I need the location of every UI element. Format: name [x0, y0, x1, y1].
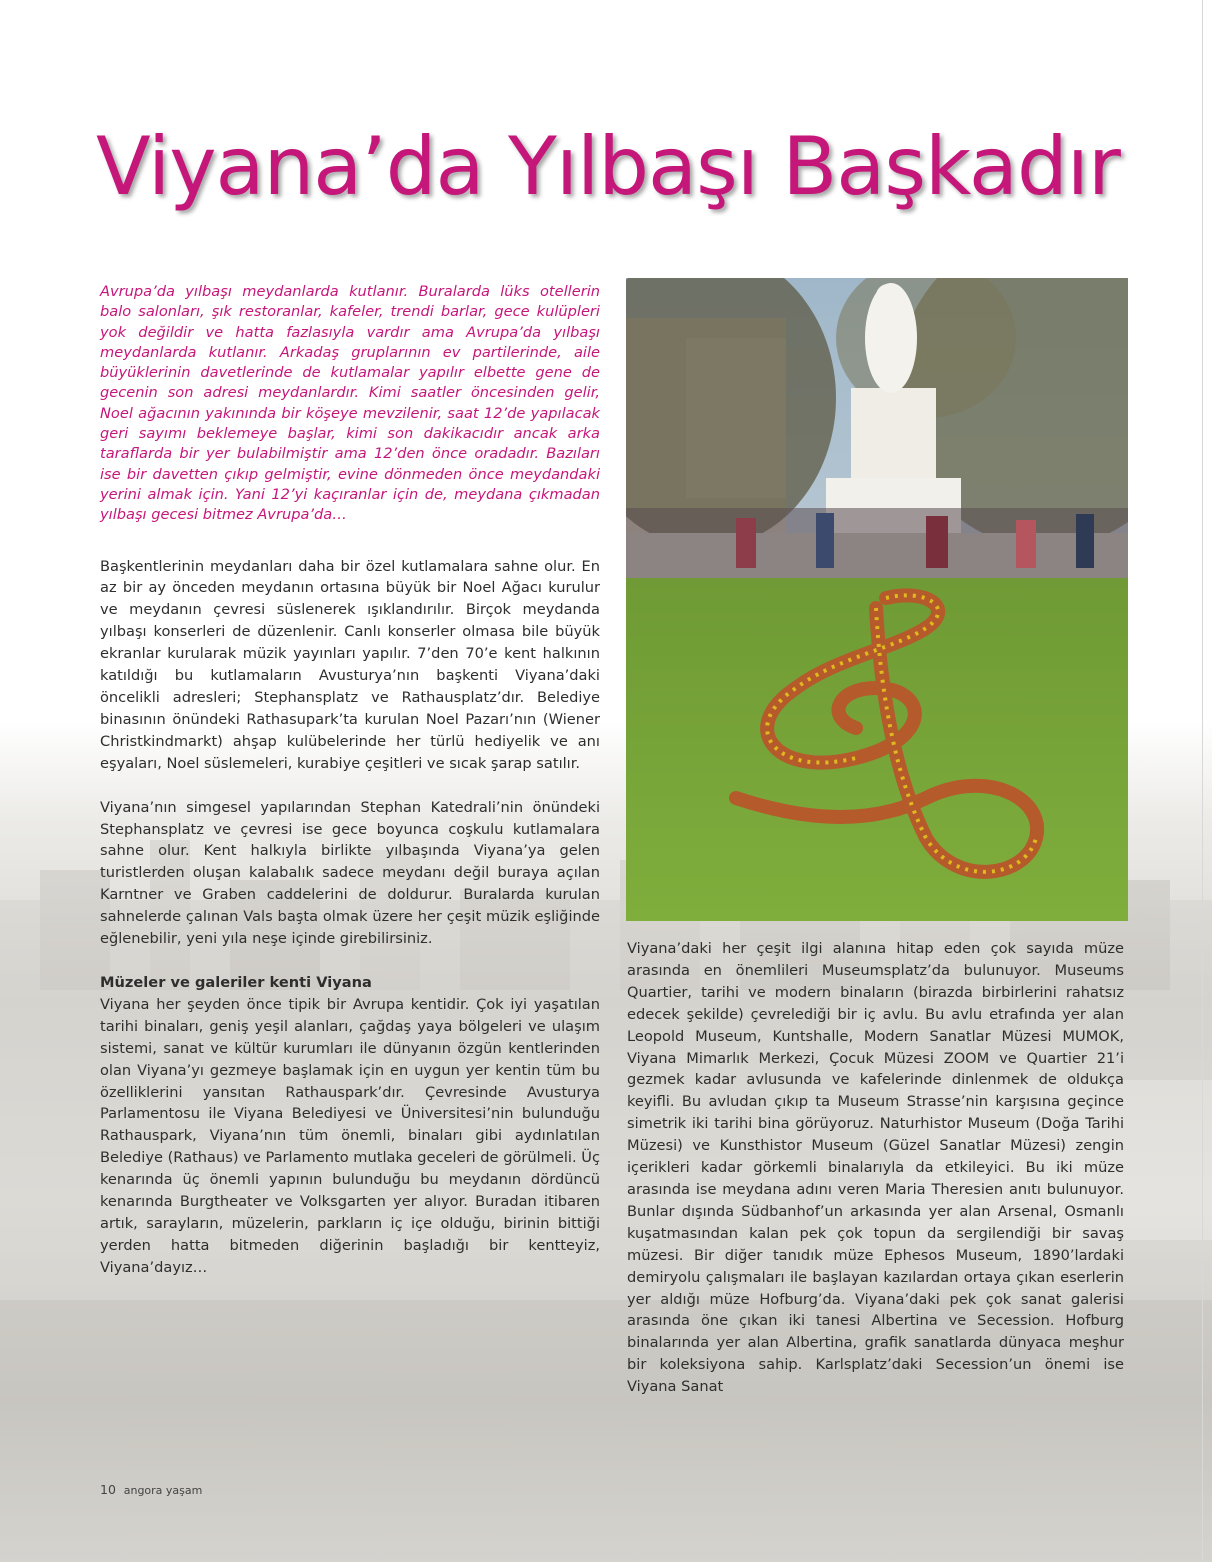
mozart-statue-photo: [626, 278, 1128, 921]
magazine-name: angora yaşam: [123, 1484, 203, 1497]
page-footer: [100, 1482, 202, 1497]
left-column: [100, 282, 600, 1279]
page-number: 10: [100, 1482, 116, 1497]
article-title: Viyana’da Yılbaşı Başkadır: [96, 120, 1120, 213]
paragraph-capitals: Başkentlerinin meydanları daha bir özel kutlamalara sahne olur. En az bir ay önceden meydanın ortasına büyük bir Noel Ağacı kurulur ve meydanın çevresi süslenerek ışıklandırılır. Birçok meydanda yılbaşı konserleri de düzenlenir. Canlı konserler olmasa bile büyük ekranlar kurularak müzik yayınları yapılır. 7’den 70’e kent halkının katıldığı bu kutlamaların Avusturya’nın başkenti Viyana’daki öncelikli adresleri; Stephansplatz ve Rathausplatz’dır. Belediye binasının önündeki Rathasupark’ta kurulan Noel Pazarı’nın (Wiener Christkindmarkt) ahşap kulübelerinde her türlü hediyelik ve anı eşyaları, Noel süslemeleri, kurabiye çeşitleri ve sıcak şarap satılır.: [100, 557, 600, 772]
page-spine: [1202, 0, 1203, 1562]
paragraph-city: Viyana her şeyden önce tipik bir Avrupa kentidir. Çok iyi yaşatılan tarihi binaları, geniş yeşil alanları, çağdaş yaya bölgeleri ve ulaşım sistemi, sanat ve kültür kurumları ile dünyanın özgün kentlerinden olan Viyana’yı gezmeye başlamak için en uygun yer kentin tüm bu özelliklerini yansıtan Rathauspark’dır. Çevresinde Avusturya Parlamentosu ile Viyana Belediyesi ve Üniversitesi’nin bulunduğu Rathauspark, Viyana’nın tüm önemli, binaları gibi aydınlatılan Belediye (Rathaus) ve Parlamento mutlaka geceleri de görülmeli. Üç kenarında üç önemli yapının bulunduğu bu meydanın dördüncü kenarında Burgtheater ve Volksgarten yer alıyor. Buradan itibaren artık, sarayların, müzelerin, parkların iç içe olduğu, birinin bittiği yerden hatta bitmeden diğerinin başladığı bir kentteyiz, Viyana’dayız…: [100, 995, 600, 1276]
section-heading: Müzeler ve galeriler kenti Viyana: [100, 973, 372, 991]
paragraph-museums: Viyana’daki her çeşit ilgi alanına hitap eden çok sayıda müze arasında en önemlileri Museumsplatz’da bulunuyor. Museums Quartier, tarihi ve modern binaların (birazda birbirlerini rahatsız edecek şekilde) çevrelediği bir iç avlu. Bu avlu etrafında yer alan Leopold Museum, Kuntshalle, Modern Sanatlar Müzesi MUMOK, Viyana Mimarlık Merkezi, Çocuk Müzesi ZOOM ve Quartier 21’i gezmek kadar avlusunda ve kafelerinde dinlenmek de oldukça keyifli. Bu avludan çıkıp ta Museum Strasse’nin karşısına geçince simetrik iki tarihi bina görüyoruz. Naturhistor Museum (Doğa Tarihi Müzesi) ve Kunsthistor Museum (Güzel Sanatlar Müzesi) zengin içerikleri kadar görkemli binalarıyla da etkileyici. Bu iki müze arasında ise meydana adını veren Maria Theresien anıtı bulunuyor. Bunlar dışında Südbanhof’un arkasında yer alan Arsenal, Osmanlı kuşatmasından kalan pek çok topun da sergilendiği bir savaş müzesi. Bir diğer tanıdık müze Ephesos Museum, 1890’lardaki demiryolu çalışmaları ile başlayan kazılardan ortaya çıkan eserlerin yer aldığı müze Hofburg’da. Viyana’daki pek çok sanat galerisi arasında öne çıkan iki tanesi Albertina ve Secession. Hofburg binalarında yer alan Albertina, grafik sanatlarda dünyaca meşhur bir koleksiyona sahip. Karlsplatz’daki Secession’un önemi ise Viyana Sanat: [627, 940, 1124, 1396]
right-column: [627, 938, 1124, 1398]
intro-paragraph: Avrupa’da yılbaşı meydanlarda kutlanır. Buralarda lüks otellerin balo salonları, şık restoranlar, kafeler, trendi barlar, gece kulüpleri yok değildir ve hatta fazlasıyla vardır ama Avrupa’da yılbaşı meydanlarda kutlanır. Arkadaş gruplarının ev partilerinde, aile büyüklerinin davetlerinde de kutlamalar yapılır elbette gene de gecenin son adresi meydanlardır. Kimi saatler öncesinden gelir, Noel ağacının yakınında bir köşeye mevzilenir, saat 12’de yapılacak geri sayımı beklemeye başlar, kimi son dakikacıdır ancak arka taraflarda bir yer bulabilmiştir ama 12’den önce oradadır. Bazıları ise bir davetten çıkıp gelmiştir, evine dönmeden önce meydandaki yerini almak için. Yani 12’yi kaçıranlar için de, meydana çıkmadan yılbaşı gecesi bitmez Avrupa’da…: [100, 283, 600, 524]
paragraph-stephansplatz: Viyana’nın simgesel yapılarından Stephan Katedrali’nin önündeki Stephansplatz ve çevresi ise gece boyunca coşkulu kutlamalara sahne olur. Kent halkıyla birlikte yılbaşında Viyana’ya gelen turistlerden oluşan kalabalık sadece meydanı değil buraya açılan Karntner ve Graben caddelerini de doldurur. Buralarda kurulan sahnelerde çalınan Vals başta olmak üzere her çeşit müzik eşliğinde eğlenebilir, yeni yıla neşe içinde girebilirsiniz.: [100, 798, 600, 948]
